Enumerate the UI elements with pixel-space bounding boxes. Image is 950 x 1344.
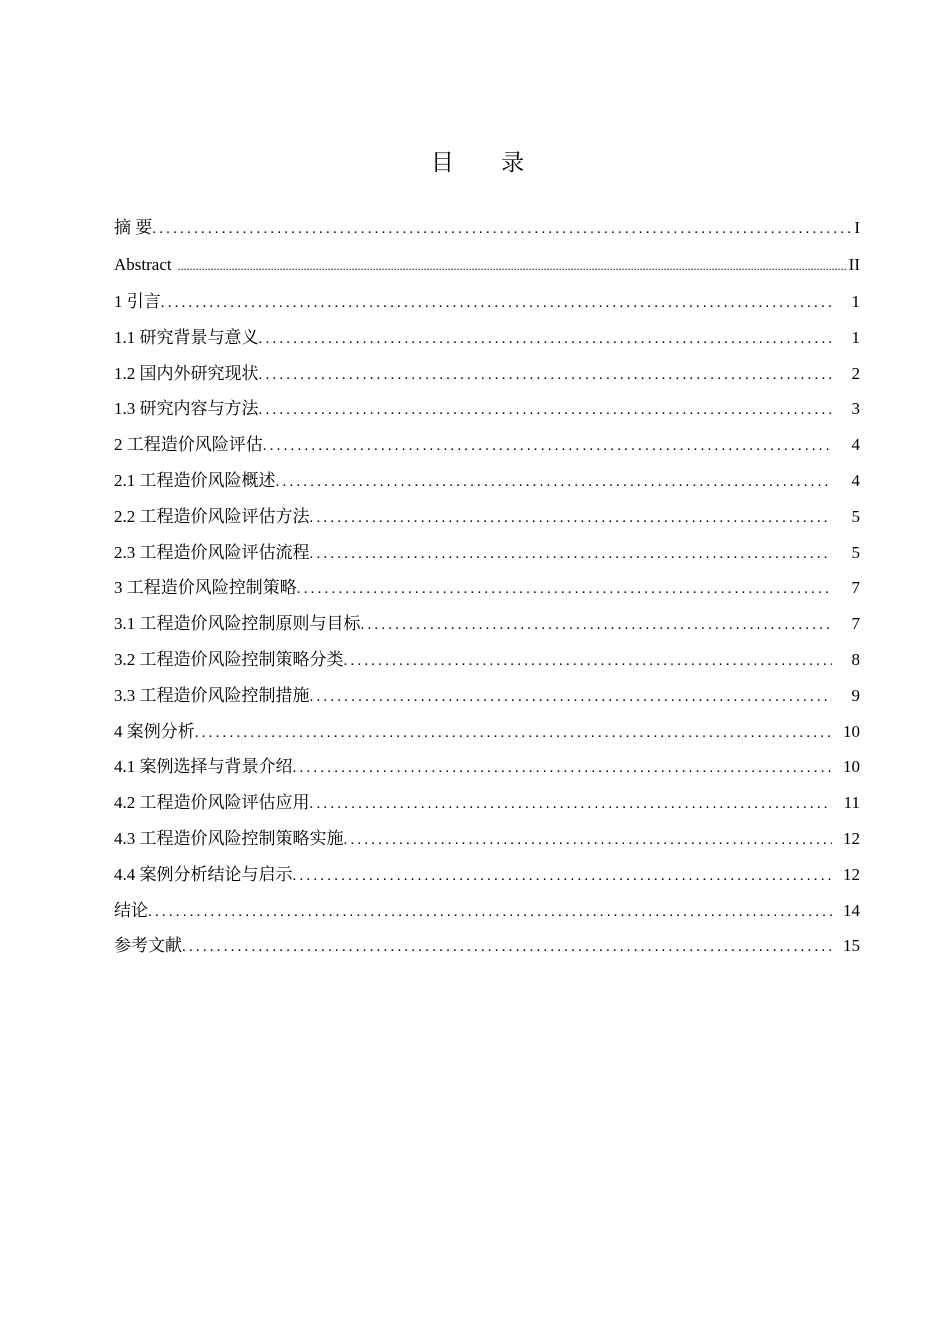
toc-entry-chapter-1[interactable] <box>114 284 860 320</box>
toc-entry-section-4-2[interactable] <box>114 785 860 821</box>
toc-entry-page: 10 <box>843 721 860 741</box>
toc-entry-label: 4 案例分析 <box>114 721 195 741</box>
toc-entry-label: 1.1 研究背景与意义 <box>114 327 259 347</box>
toc-entry-label: 3.1 工程造价风险控制原则与目标 <box>114 614 361 634</box>
toc-entry-section-3-3[interactable] <box>114 678 860 714</box>
toc-leader-dots <box>182 930 832 966</box>
toc-entry-page: 12 <box>843 864 860 884</box>
toc-entry-label: 3.3 工程造价风险控制措施 <box>114 685 310 705</box>
toc-entry-section-1-2[interactable] <box>114 356 860 392</box>
toc-entry-page: 1 <box>851 292 860 311</box>
toc-entry-conclusion[interactable] <box>114 893 860 929</box>
toc-entry-label: 1.2 国内外研究现状 <box>114 363 259 383</box>
toc-entry-label: 2.1 工程造价风险概述 <box>114 470 276 490</box>
toc-entry-chapter-3[interactable] <box>114 570 860 606</box>
toc-leader-dots <box>195 716 832 752</box>
toc-entry-chapter-4[interactable] <box>114 714 860 750</box>
toc-entry-section-4-3[interactable] <box>114 821 860 857</box>
toc-entry-section-1-3[interactable] <box>114 391 860 427</box>
toc-entry-label: 4.2 工程造价风险评估应用 <box>114 793 310 813</box>
toc-entry-section-4-1[interactable] <box>114 749 860 785</box>
toc-leader-dots <box>293 751 833 787</box>
toc-entry-label: 1.3 研究内容与方法 <box>114 399 259 419</box>
toc-entry-page: 14 <box>843 900 860 920</box>
toc-leader-dots <box>297 572 832 608</box>
toc-leader-dots <box>293 859 833 895</box>
toc-leader-dots <box>259 393 833 429</box>
toc-leader-dots <box>361 608 833 644</box>
toc-leader-dots <box>259 358 833 394</box>
toc-entry-label: 2 工程造价风险评估 <box>114 435 263 455</box>
toc-entry-section-4-4[interactable] <box>114 857 860 893</box>
toc-entry-abstract-cn[interactable] <box>114 210 860 246</box>
toc-leader-dots <box>310 787 833 823</box>
toc-entry-label: 参考文献 <box>114 936 182 956</box>
toc-entry-label: 2.3 工程造价风险评估流程 <box>114 542 310 562</box>
toc-leader-dots <box>148 895 832 931</box>
toc-leader-dots <box>161 286 832 322</box>
toc-entry-label: 结论 <box>114 900 148 920</box>
toc-entry-label: 摘 要 <box>114 218 153 237</box>
table-of-contents <box>114 210 860 964</box>
toc-entry-page: 8 <box>851 649 860 669</box>
toc-leader-dots <box>152 211 852 247</box>
toc-leader-dots <box>263 429 832 465</box>
toc-entry-page: 5 <box>851 506 860 526</box>
toc-leader-dots <box>344 644 833 680</box>
toc-leader-dots <box>259 322 833 358</box>
toc-leader-dots <box>310 537 833 573</box>
toc-entry-abstract-en[interactable] <box>114 246 860 284</box>
toc-entry-page: I <box>854 218 860 237</box>
toc-entry-label: 2.2 工程造价风险评估方法 <box>114 506 310 526</box>
toc-entry-section-1-1[interactable] <box>114 320 860 356</box>
toc-entry-section-2-3[interactable] <box>114 535 860 571</box>
toc-entry-label: 3.2 工程造价风险控制策略分类 <box>114 649 344 669</box>
toc-entry-label: 4.4 案例分析结论与启示 <box>114 864 293 884</box>
toc-entry-page: 10 <box>843 757 860 777</box>
toc-entry-section-2-2[interactable] <box>114 499 860 535</box>
toc-entry-page: 9 <box>851 685 860 705</box>
toc-entry-label: Abstract <box>114 255 172 274</box>
toc-entry-page: II <box>848 255 860 274</box>
toc-entry-chapter-2[interactable] <box>114 427 860 463</box>
toc-entry-label: 4.3 工程造价风险控制策略实施 <box>114 828 344 848</box>
toc-entry-page: 5 <box>851 542 860 562</box>
toc-entry-label: 4.1 案例选择与背景介绍 <box>114 757 293 777</box>
toc-entry-section-2-1[interactable] <box>114 463 860 499</box>
toc-entry-label: 3 工程造价风险控制策略 <box>114 578 297 598</box>
toc-entry-page: 4 <box>851 435 860 455</box>
toc-entry-section-3-1[interactable] <box>114 606 860 642</box>
toc-entry-page: 7 <box>851 614 860 634</box>
toc-entry-references[interactable] <box>114 928 860 964</box>
toc-entry-page: 11 <box>843 793 860 813</box>
toc-entry-section-3-2[interactable] <box>114 642 860 678</box>
toc-leader-dots <box>276 465 833 501</box>
toc-entry-page: 3 <box>851 399 860 419</box>
toc-entry-page: 1 <box>851 327 860 347</box>
toc-leader-dots <box>310 680 833 716</box>
toc-leader-dots <box>310 501 833 537</box>
toc-entry-page: 4 <box>851 470 860 490</box>
toc-leader-dots <box>178 247 847 285</box>
toc-title: 目 录 <box>430 150 545 176</box>
toc-entry-page: 12 <box>843 828 860 848</box>
toc-entry-page: 15 <box>843 936 860 956</box>
toc-entry-page: 2 <box>851 363 860 383</box>
toc-leader-dots <box>344 823 833 859</box>
toc-entry-label: 1 引言 <box>114 292 161 311</box>
toc-entry-page: 7 <box>851 578 860 598</box>
